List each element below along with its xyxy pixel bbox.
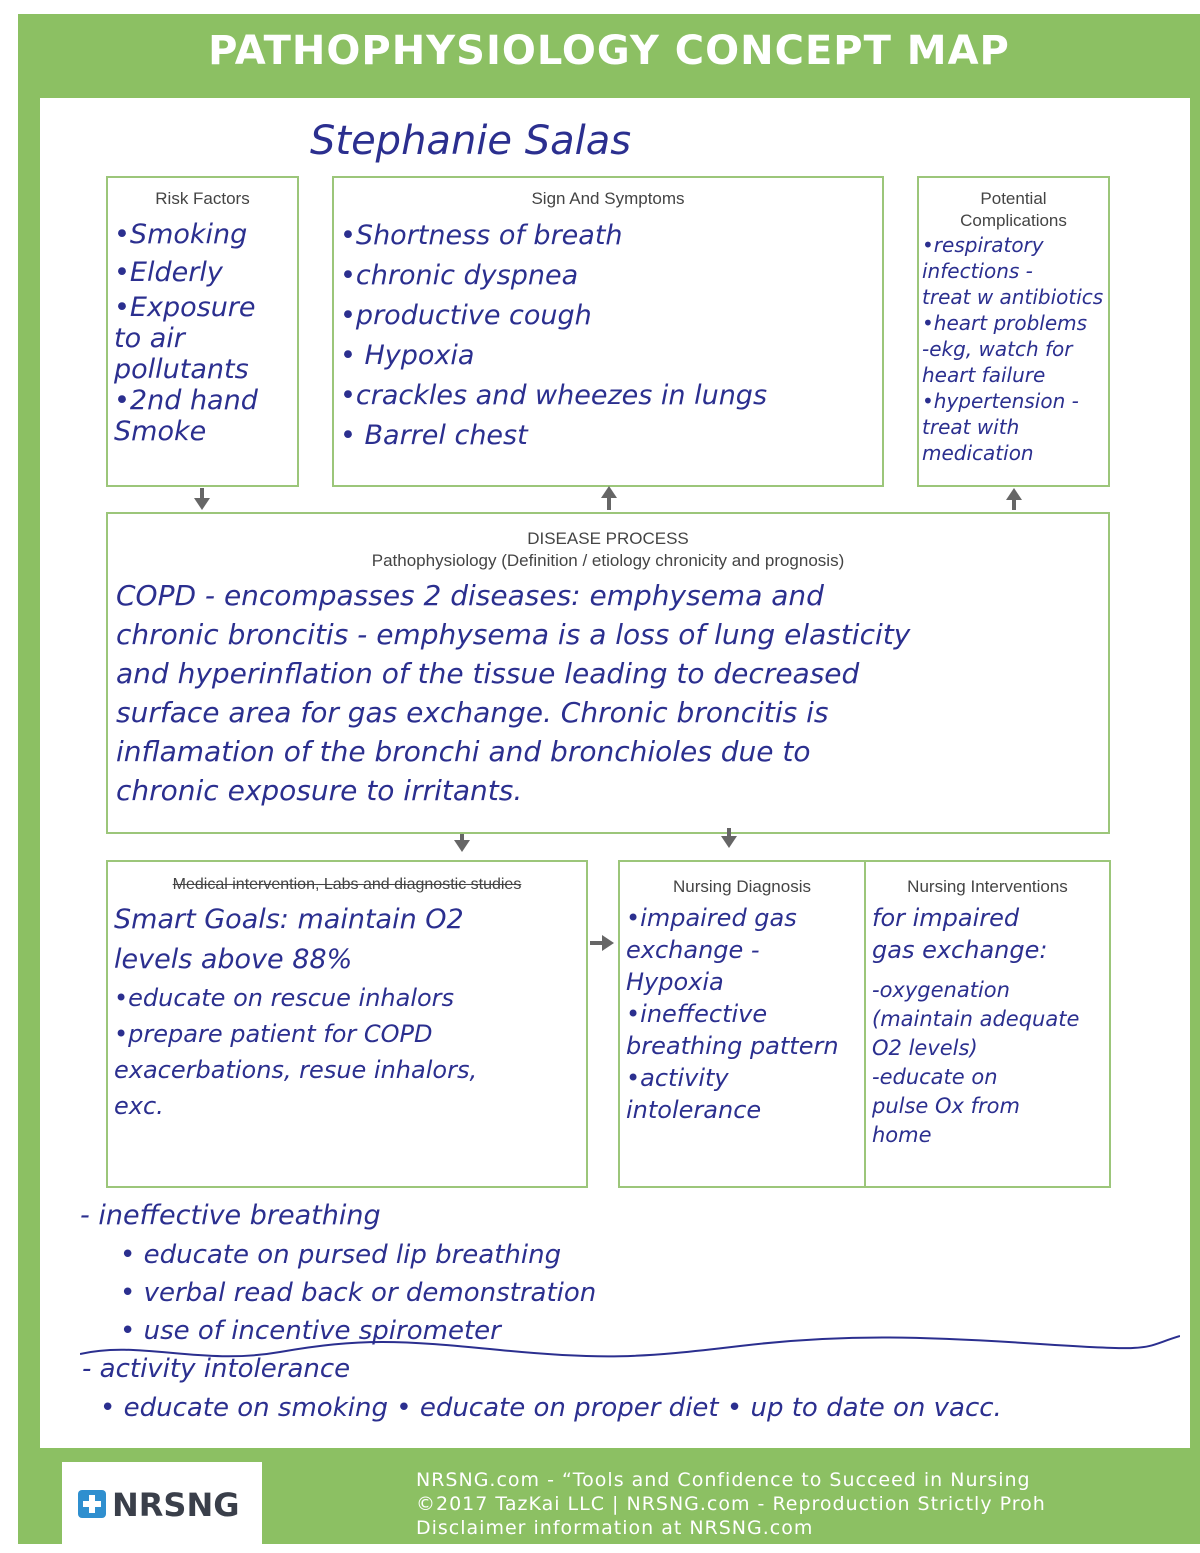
footer-line: ©2017 TazKai LLC | NRSNG.com - Reproduction Strictly Proh (416, 1493, 1046, 1515)
ineffective-breathing-heading: - ineffective breathing (80, 1200, 381, 1231)
text-line: COPD - encompasses 2 diseases: emphysema and (116, 579, 824, 612)
list-item: •Shortness of breath (340, 220, 623, 251)
list-item: • Hypoxia (340, 340, 475, 371)
list-item: •2nd hand Smoke (114, 385, 258, 447)
nursing-diagnosis-box (618, 860, 866, 1188)
list-item: -oxygenation (maintain adequate O2 levels) -educate on pulse Ox from home (872, 978, 1080, 1147)
complications-title-line1: Potential (980, 189, 1047, 208)
notes-list-item: • use of incentive spirometer (120, 1316, 501, 1346)
list-item: •prepare patient for COPD exacerbations, resue inhalors, exc. (114, 1020, 478, 1120)
complications-box (917, 176, 1110, 487)
nursing-diagnosis-list (620, 902, 864, 1126)
list-item: Smart Goals: maintain O2 levels above 88% (114, 904, 464, 975)
nursing-interventions-list (866, 902, 1109, 1150)
text-line: surface area for gas exchange. Chronic broncitis is (116, 696, 829, 729)
risk-factors-title: Risk Factors (155, 189, 250, 208)
risk-factors-list (108, 216, 297, 447)
disease-process-text (108, 572, 1108, 814)
disease-process-box (106, 512, 1110, 834)
notes-list-item: • educate on pursed lip breathing (120, 1240, 562, 1270)
student-name: Stephanie Salas (310, 118, 632, 164)
arrow-stem (200, 488, 204, 498)
list-item: •chronic dyspnea (340, 260, 579, 291)
footer-line: Disclaimer information at NRSNG.com (416, 1517, 814, 1539)
arrow-down-icon (721, 836, 737, 848)
arrow-down-icon (194, 498, 210, 510)
text-line: and hyperinflation of the tissue leading to decreased (116, 657, 860, 690)
list-item: •ineffective breathing pattern (626, 1000, 839, 1060)
list-item: •educate on rescue inhalors (114, 984, 455, 1012)
arrow-up-icon (601, 486, 617, 498)
list-item: •Elderly (114, 257, 223, 288)
text-line: chronic exposure to irritants. (116, 774, 523, 807)
footer-text (416, 1468, 1200, 1540)
arrow-stem (1012, 500, 1016, 510)
list-item: •crackles and wheezes in lungs (340, 380, 768, 411)
page-title: PATHOPHYSIOLOGY CONCEPT MAP (208, 28, 1010, 74)
signs-symptoms-box (332, 176, 884, 487)
footer-line: NRSNG.com - “Tools and Confidence to Succeed in Nursing (416, 1469, 1031, 1491)
list-item: •Smoking (114, 219, 248, 250)
list-item: for impaired gas exchange: (872, 904, 1048, 964)
arrow-right-icon (602, 935, 614, 951)
list-item: •productive cough (340, 300, 592, 331)
risk-factors-box (106, 176, 299, 487)
nrsng-logo (62, 1462, 262, 1544)
text-line: inflamation of the bronchi and bronchioles due to (116, 735, 811, 768)
nursing-diagnosis-title: Nursing Diagnosis (673, 877, 811, 896)
complications-list (919, 232, 1108, 466)
disease-process-title: DISEASE PROCESS (527, 529, 689, 548)
list-item: •activity intolerance (626, 1064, 762, 1124)
arrow-down-icon (454, 840, 470, 852)
list-item: • Barrel chest (340, 420, 528, 451)
complications-title-line2: Complications (960, 211, 1067, 230)
bottom-notes (80, 1196, 1180, 1428)
list-item: •heart problems -ekg, watch for heart failure (922, 311, 1088, 387)
list-item: •hypertension - treat with medication (922, 389, 1079, 465)
logo-text: NRSNG (112, 1486, 240, 1524)
medical-interventions-list (108, 900, 586, 1124)
list-item: •impaired gas exchange - Hypoxia (626, 904, 797, 996)
notes-list-item: • verbal read back or demonstration (120, 1278, 597, 1308)
nursing-interventions-box (864, 860, 1111, 1188)
list-item: •respiratory infections - treat w antibiotics (922, 233, 1104, 309)
nursing-interventions-title: Nursing Interventions (907, 877, 1068, 896)
medical-cross-icon (78, 1490, 106, 1518)
activity-intolerance-heading: - activity intolerance (82, 1354, 351, 1384)
signs-symptoms-title: Sign And Symptoms (531, 189, 685, 208)
arrow-stem (727, 828, 731, 836)
wavy-divider (80, 1326, 1180, 1366)
text-line: chronic broncitis - emphysema is a loss of lung elasticity (116, 618, 911, 651)
signs-symptoms-list (334, 216, 882, 456)
medical-interventions-title: Medical intervention, Labs and diagnostic studies (172, 876, 522, 893)
arrow-stem (607, 498, 611, 510)
medical-interventions-box (106, 860, 588, 1188)
notes-list-item: • educate on smoking • educate on proper diet • up to date on vacc. (100, 1393, 1002, 1423)
list-item: •Exposure to air pollutants (114, 292, 256, 385)
arrow-up-icon (1006, 488, 1022, 500)
disease-process-subtitle: Pathophysiology (Definition / etiology chronicity and prognosis) (371, 551, 845, 570)
